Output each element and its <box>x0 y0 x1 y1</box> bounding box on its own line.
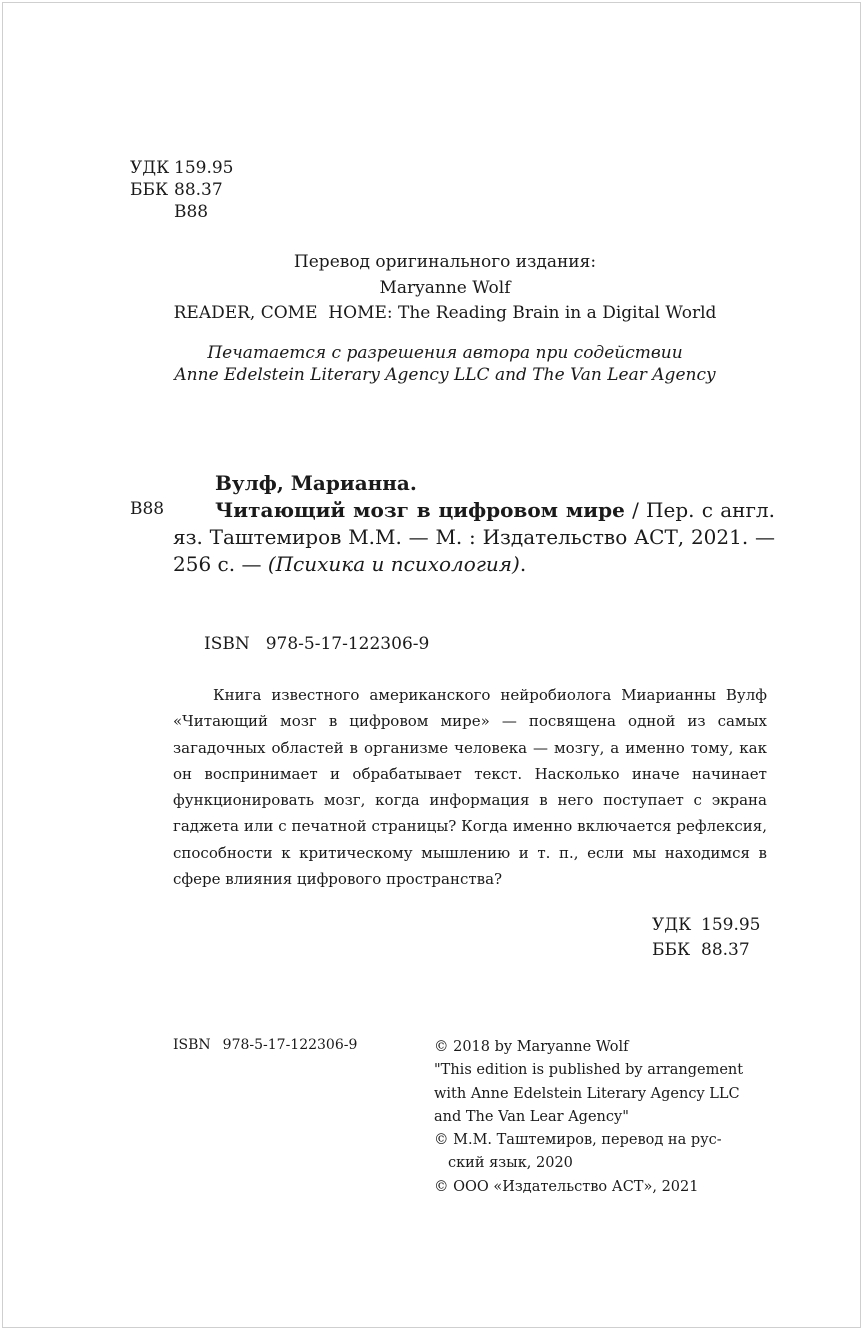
record-details: / Пер. с англ. яз. Таштемиров М.М. — М. : Издательство АСТ, 2021. — 256 с. — <box>173 498 775 576</box>
bbk-label: ББК <box>130 180 169 200</box>
bbk-row-bottom <box>652 938 760 963</box>
record-description <box>173 497 775 578</box>
copyright-arrangement-3: and The Van Lear Agency" <box>434 1108 629 1125</box>
bbk-value: 88.37 <box>174 180 223 200</box>
isbn-top <box>204 634 429 654</box>
permission-line-2: Anne Edelstein Literary Agency LLC and The Van Lear Agency <box>174 365 716 385</box>
isbn-top-number: 978-5-17-122306-9 <box>265 634 430 654</box>
original-author: Maryanne Wolf <box>379 277 511 298</box>
annotation-text: Книга известного американского нейробиолога Миарианны Вулф «Читающий мозг в цифровом мире» — посвящена одной из самых загадочных областей в организме человека — мозгу, а именно тому, как он воспринимает и обрабатывает текст. Насколько иначе начинает функционировать мозг, когда информация в него поступает с экрана гаджета или с печатной страницы? Когда именно включается рефлексия, способности к критическому мышлению и т. п., если мы находимся в сфере влияния цифрового пространства? <box>173 686 767 889</box>
record-side-code: В88 <box>130 499 165 519</box>
record-author: Вулф, Марианна. <box>215 471 417 495</box>
udk-row <box>130 157 233 179</box>
bibliographic-record <box>173 470 775 578</box>
record-series: (Психика и психология) <box>267 552 520 576</box>
permission-line-1: Печатается с разрешения автора при содействии <box>207 343 683 363</box>
original-title: READER, COME HOME: The Reading Brain in a Digital World <box>173 303 717 323</box>
annotation <box>173 682 767 892</box>
copyright-arrangement-1: "This edition is published by arrangement <box>434 1062 744 1079</box>
copyright-block <box>434 1036 774 1199</box>
bbk-label-bottom: ББК <box>652 940 691 960</box>
isbn-top-label: ISBN <box>204 634 250 654</box>
isbn-bottom <box>173 1037 357 1053</box>
udk-value: 159.95 <box>174 158 234 178</box>
udk-label-bottom: УДК <box>652 915 692 935</box>
record-end: . <box>519 552 527 576</box>
copyright-translation-2: ский язык, 2020 <box>448 1155 573 1172</box>
isbn-bottom-label: ISBN <box>173 1037 211 1053</box>
bbk-value-bottom: 88.37 <box>701 940 750 960</box>
original-edition <box>120 250 770 327</box>
classification-bottom <box>652 913 760 963</box>
udk-row-bottom <box>652 913 760 938</box>
copyright-original: © 2018 by Maryanne Wolf <box>434 1039 629 1055</box>
copyright-translation-1: © М.М. Таштемиров, перевод на рус- <box>434 1132 722 1149</box>
author-sign: В88 <box>174 202 209 222</box>
copyright-publisher: © ООО «Издательство АСТ», 2021 <box>434 1178 699 1195</box>
record-title: Читающий мозг в цифровом мире <box>215 498 625 522</box>
udk-value-bottom: 159.95 <box>701 915 761 935</box>
permission-note <box>120 342 770 386</box>
udk-label: УДК <box>130 158 170 178</box>
original-heading: Перевод оригинального издания: <box>293 252 597 272</box>
copyright-arrangement-2: with Anne Edelstein Literary Agency LLC <box>434 1085 740 1102</box>
classification-top <box>130 157 233 223</box>
bbk-row <box>130 179 233 201</box>
isbn-bottom-number: 978-5-17-122306-9 <box>222 1037 358 1053</box>
